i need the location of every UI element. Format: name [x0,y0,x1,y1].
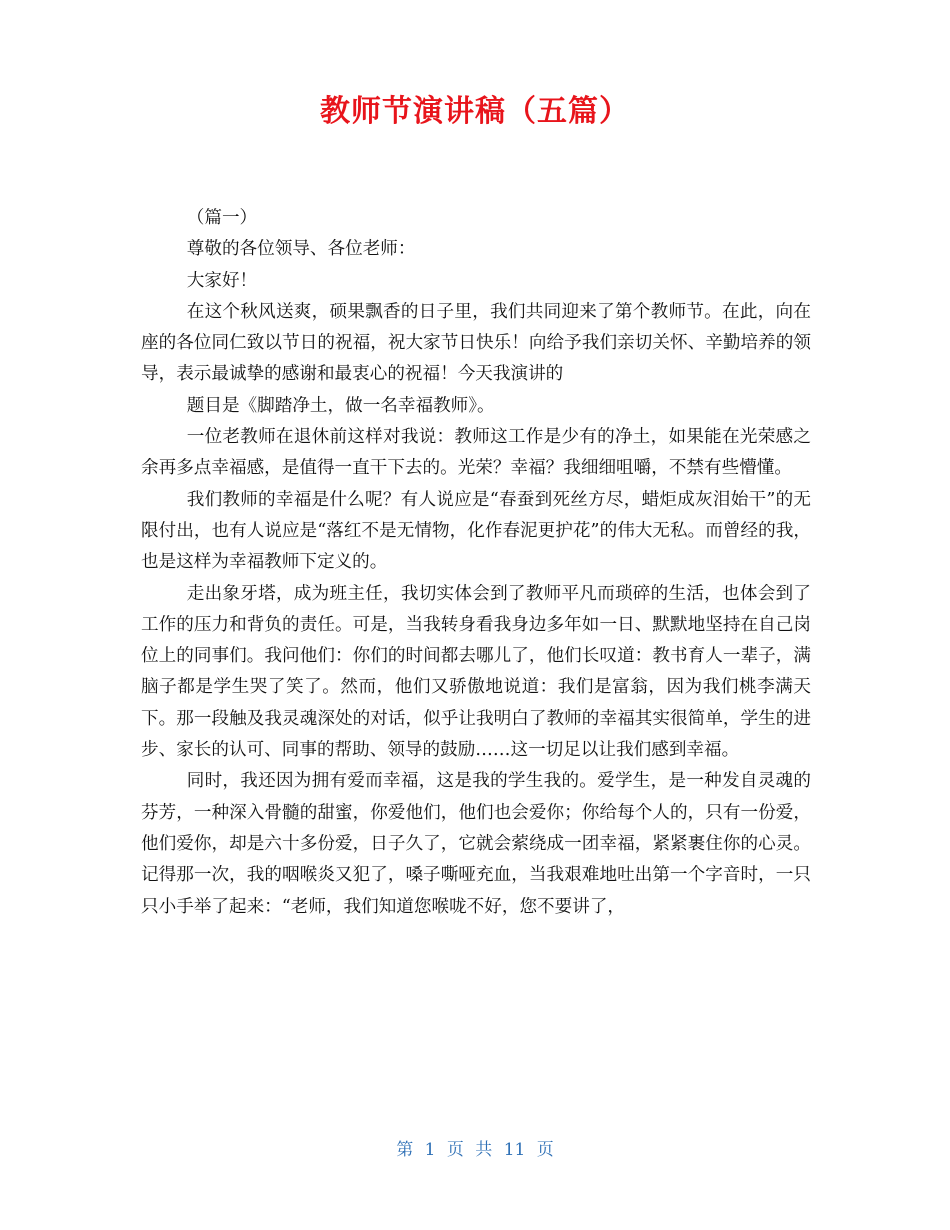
paragraph-section-label: （篇一） [186,208,258,228]
page-number-footer: 第 1 页 共 11 页 [396,1140,554,1160]
paragraph: 同时，我还因为拥有爱而幸福，这是我的学生我的。爱学生，是一种发自灵魂的芬芳，一种深入骨髓的甜蜜，你爱他们，他们也会爱你；你给每个人的，只有一份爱，他们爱你，却是六十多份爱，日子久了，它就会萦绕成一团幸福，紧紧裹住你的心灵。记得那一次，我的咽喉炎又犯了，嗓子嘶哑充血，当我艰难地吐出第一个字音时，一只只小手举了起来：“老师，我们知道您喉咙不好，您不要讲了， [141,771,811,917]
paragraph: 走出象牙塔，成为班主任，我切实体会到了教师平凡而琐碎的生活，也体会到了工作的压力和背负的责任。可是，当我转身看我身边多年如一日、默默地坚持在自己岗位上的同事们。我问他们：你们的时间都去哪儿了，他们长叹道：教书育人一辈子，满脑子都是学生哭了笑了。然而，他们又骄傲地说道：我们是富翁，因为我们桃李满天下。那一段触及我灵魂深处的对话，似乎让我明白了教师的幸福其实很简单，学生的进步、家长的认可、同事的帮助、领导的鼓励……这一切足以让我们感到幸福。 [141,583,811,761]
paragraph: 我们教师的幸福是什么呢？有人说应是“春蚕到死丝方尽，蜡炬成灰泪始干”的无限付出，也有人说应是“落红不是无情物，化作春泥更护花”的伟大无私。而曾经的我，也是这样为幸福教师下定义的。 [141,489,811,573]
paragraph: 在这个秋风送爽，硕果飘香的日子里，我们共同迎来了第个教师节。在此，向在座的各位同仁致以节日的祝福，祝大家节日快乐！向给予我们亲切关怀、辛勤培养的领导，表示最诚挚的感谢和最衷心的祝福！今天我演讲的 [141,301,811,385]
paragraph-greeting: 大家好！ [186,270,258,291]
document-body [141,203,811,923]
paragraph: 题目是《脚踏净土，做一名幸福教师》。 [186,395,495,416]
paragraph-salutation: 尊敬的各位领导、各位老师： [186,239,416,260]
document-title: 教师节演讲稿（五篇） [320,94,630,129]
paragraph: 一位老教师在退休前这样对我说：教师这工作是少有的净土，如果能在光荣感之余再多点幸福感，是值得一直干下去的。光荣？幸福？我细细咀嚼，不禁有些懵懂。 [141,427,811,479]
